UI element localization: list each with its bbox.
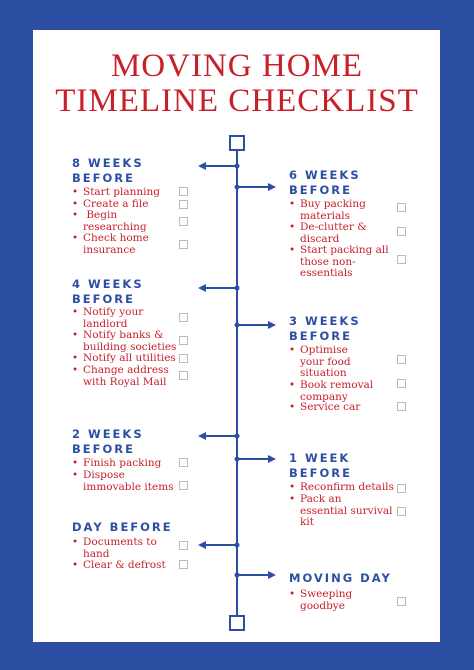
- checklist-item: • Notify banks & building societies: [83, 330, 176, 353]
- checklist-item: • Start packing all those non- essentials: [300, 245, 389, 280]
- section-heading-day-before: DAY BEFORE: [72, 520, 173, 534]
- checklist-item: • Book removal company: [300, 380, 373, 403]
- checklist-item: • Start planning: [83, 187, 160, 199]
- checkbox[interactable]: [397, 507, 406, 516]
- checkbox[interactable]: [397, 255, 406, 264]
- checklist-item: • Check home insurance: [83, 233, 149, 256]
- checklist-item: • Finish packing: [83, 458, 161, 470]
- checklist-item: • Optimise your food situation: [300, 345, 351, 380]
- checklist-item: • Notify all utilities: [83, 353, 176, 365]
- section-heading-3-weeks: 3 WEEKS BEFORE: [289, 314, 361, 343]
- section-heading-2-weeks: 2 WEEKS BEFORE: [72, 427, 144, 456]
- timeline-connector-2-weeks: [198, 432, 240, 440]
- section-heading-moving-day: MOVING DAY: [289, 571, 392, 585]
- checkbox[interactable]: [179, 560, 188, 569]
- checkbox[interactable]: [397, 484, 406, 493]
- checkbox[interactable]: [179, 200, 188, 209]
- timeline-connector-1-week: [235, 455, 277, 463]
- checkbox[interactable]: [179, 541, 188, 550]
- checklist-item: • Create a file: [83, 199, 148, 211]
- timeline-connector-8-weeks: [198, 162, 240, 170]
- checkbox[interactable]: [179, 354, 188, 363]
- page-title: MOVING HOME: [110, 48, 364, 84]
- timeline-connector-3-weeks: [235, 321, 277, 329]
- checkbox[interactable]: [397, 203, 406, 212]
- checklist-item: • De-clutter & discard: [300, 222, 367, 245]
- checklist-item: • Clear & defrost: [83, 560, 166, 572]
- checklist-item: • Documents to hand: [83, 537, 157, 560]
- checkbox[interactable]: [397, 402, 406, 411]
- section-heading-8-weeks: 8 WEEKS BEFORE: [72, 156, 144, 185]
- checklist-item: • Dispose immovable items: [83, 470, 174, 493]
- checkbox[interactable]: [397, 379, 406, 388]
- checkbox[interactable]: [179, 240, 188, 249]
- checkbox[interactable]: [397, 227, 406, 236]
- checklist-item: • Notify your landlord: [83, 307, 143, 330]
- checkbox[interactable]: [179, 187, 188, 196]
- checkbox[interactable]: [179, 371, 188, 380]
- checkbox[interactable]: [179, 336, 188, 345]
- checklist-item: • Begin researching: [83, 210, 147, 233]
- checklist-item: • Service car: [300, 402, 360, 414]
- section-heading-4-weeks: 4 WEEKS BEFORE: [72, 277, 144, 306]
- checklist-item: • Reconfirm details: [300, 482, 394, 494]
- checkbox[interactable]: [179, 458, 188, 467]
- timeline-connector-day-before: [198, 541, 240, 549]
- checklist-item: • Sweeping goodbye: [300, 589, 352, 612]
- timeline-end-box: [230, 616, 244, 630]
- timeline-connector-4-weeks: [198, 284, 240, 292]
- checkbox[interactable]: [179, 217, 188, 226]
- checkbox[interactable]: [397, 355, 406, 364]
- checklist-item: • Change address with Royal Mail: [83, 365, 169, 388]
- section-heading-6-weeks: 6 WEEKS BEFORE: [289, 168, 361, 197]
- timeline-connector-moving-day: [235, 571, 277, 579]
- timeline-connector-6-weeks: [235, 183, 277, 191]
- checkbox[interactable]: [397, 597, 406, 606]
- checkbox[interactable]: [179, 481, 188, 490]
- timeline-start-box: [230, 136, 244, 150]
- section-heading-1-week: 1 WEEK BEFORE: [289, 451, 352, 480]
- page-subtitle: TIMELINE CHECKLIST: [55, 83, 419, 119]
- checkbox[interactable]: [179, 313, 188, 322]
- checklist-item: • Buy packing materials: [300, 199, 366, 222]
- checklist-item: • Pack an essential survival kit: [300, 494, 393, 529]
